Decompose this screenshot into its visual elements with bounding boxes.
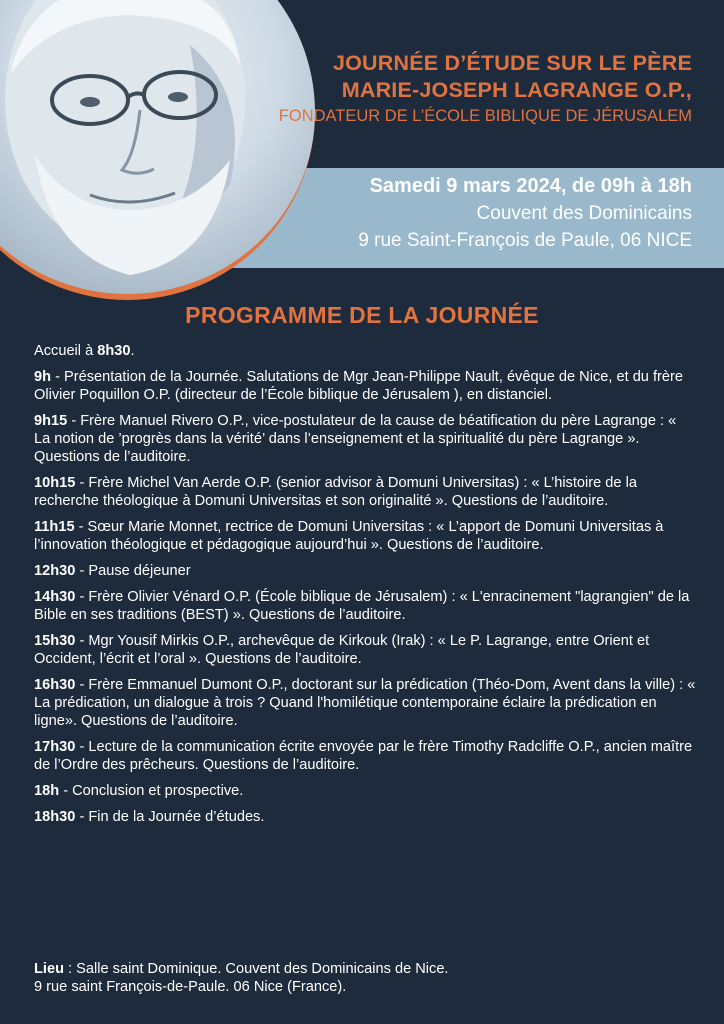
- schedule-entry: [34, 808, 696, 826]
- entry-time: 9h15: [34, 413, 68, 429]
- entry-text: - Sœur Marie Monnet, rectrice de Domuni Universitas : « L’apport de Domuni Universitas à l’innovation théologique et pédagogique aujourd’hui ». Questions de l’auditoire.: [34, 519, 664, 553]
- schedule-entry: [34, 782, 696, 800]
- event-info: [252, 172, 692, 254]
- schedule-entry: [34, 676, 696, 730]
- schedule-entry: [34, 738, 696, 774]
- header: [222, 50, 692, 126]
- entry-time: 9h: [34, 369, 52, 385]
- schedule-entry: [34, 368, 696, 404]
- entry-time: 12h30: [34, 563, 76, 579]
- venue-line-1: [34, 960, 696, 978]
- welcome-entry: [34, 342, 696, 360]
- schedule-entry: [34, 562, 696, 580]
- welcome-suffix: .: [130, 343, 135, 359]
- welcome-time: 8h30: [97, 343, 131, 359]
- entry-text: - Frère Emmanuel Dumont O.P., doctorant sur la prédication (Théo-Dom, Avent dans la ville) : « La prédication, un dialogue à trois ? Quand l'homilétique contemporaine éclaire la prédication en ligne». Questions de l’auditoire.: [34, 677, 696, 729]
- entry-time: 10h15: [34, 475, 76, 491]
- entry-text: - Pause déjeuner: [75, 563, 191, 579]
- venue-details: [34, 960, 696, 996]
- venue-text: : Salle saint Dominique. Couvent des Dominicains de Nice.: [64, 961, 449, 977]
- programme: [34, 342, 696, 834]
- entry-text: - Frère Manuel Rivero O.P., vice-postulateur de la cause de béatification du père Lagrange : « La notion de ’progrès dans la vérité’ dans l’enseignement et la spiritualité du père Lagrange ». Questions de l’auditoire.: [34, 413, 677, 465]
- subtitle: FONDATEUR DE L’ÉCOLE BIBLIQUE DE JÉRUSALEM: [278, 107, 692, 125]
- programme-title: PROGRAMME DE LA JOURNÉE: [185, 302, 539, 328]
- entry-text: - Présentation de la Journée. Salutations de Mgr Jean-Philippe Nault, évêque de Nice, et du frère Olivier Poquillon O.P. (directeur de l’École biblique de Jérusalem ), en distanciel.: [34, 369, 683, 403]
- entry-text: - Conclusion et prospective.: [59, 783, 244, 799]
- entry-time: 16h30: [34, 677, 76, 693]
- entry-time: 15h30: [34, 633, 76, 649]
- event-date: Samedi 9 mars 2024, de 09h à 18h: [369, 175, 692, 197]
- entry-text: - Lecture de la communication écrite envoyée par le frère Timothy Radcliffe O.P., ancien maître de l’Ordre des prêcheurs. Questions de l’auditoire.: [34, 739, 693, 773]
- entry-text: - Frère Michel Van Aerde O.P. (senior advisor à Domuni Universitas) : « L’histoire de la recherche théologique à Domuni Universitas et son originalité ». Questions de l’auditoire.: [34, 475, 637, 509]
- entry-time: 18h: [34, 783, 60, 799]
- entry-time: 17h30: [34, 739, 76, 755]
- title-line-2: MARIE-JOSEPH LAGRANGE O.P.,: [341, 78, 692, 102]
- event-address: 9 rue Saint-François de Paule, 06 NICE: [358, 230, 692, 251]
- entry-time: 14h30: [34, 589, 76, 605]
- schedule-entry: [34, 412, 696, 466]
- entry-text: - Fin de la Journée d’études.: [75, 809, 265, 825]
- entry-time: 11h15: [34, 519, 75, 535]
- venue-line-2: 9 rue saint François-de-Paule. 06 Nice (France).: [34, 979, 347, 995]
- entry-text: - Mgr Yousif Mirkis O.P., archevêque de Kirkouk (Irak) : « Le P. Lagrange, entre Orient et Occident, l’écrit et l’oral ». Questions de l’auditoire.: [34, 633, 650, 667]
- entry-time: 18h30: [34, 809, 76, 825]
- schedule-entry: [34, 474, 696, 510]
- schedule-entry: [34, 632, 696, 668]
- schedule-entry: [34, 588, 696, 624]
- title-line-1: JOURNÉE D’ÉTUDE SUR LE PÈRE: [332, 51, 692, 75]
- event-venue: Couvent des Dominicains: [476, 203, 692, 224]
- schedule-entry: [34, 518, 696, 554]
- venue-label: Lieu: [34, 961, 64, 977]
- welcome-text: Accueil à: [34, 343, 98, 359]
- entry-text: - Frère Olivier Vénard O.P. (École biblique de Jérusalem) : « L'enracinement "lagrangien" de la Bible en ses traditions (BEST) ». Questions de l’auditoire.: [34, 589, 690, 623]
